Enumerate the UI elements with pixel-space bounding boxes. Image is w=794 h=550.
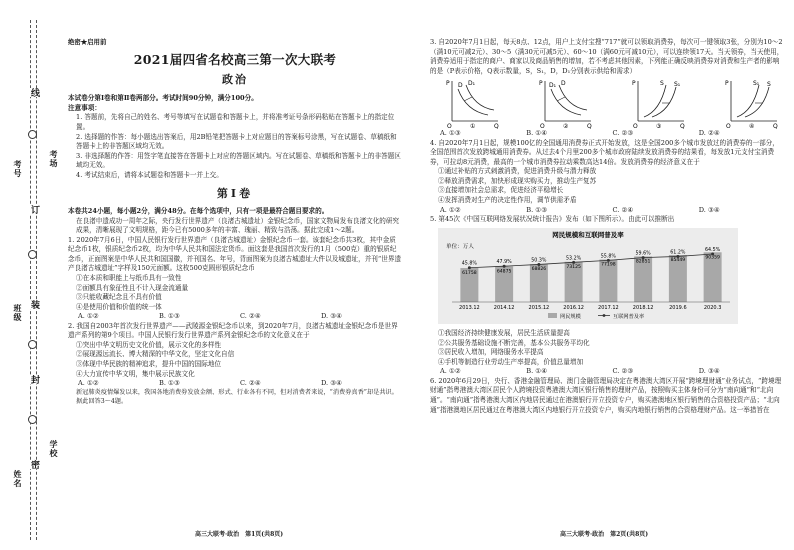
- q4-options: [430, 206, 785, 216]
- q3-option-c[interactable]: C. ②③: [612, 129, 634, 138]
- q2-item: ②展现源远流长、博大精深的中华文化，坚定文化自信: [76, 350, 235, 359]
- chart-bar-value-label: 90359: [705, 254, 720, 260]
- graph-4-number: ④: [749, 123, 755, 130]
- graph-3-label-s1: S₁: [674, 81, 681, 89]
- graph-3-curve-s: [644, 85, 666, 117]
- q5-item: ④手机等制造行业劳动生产率提高，价值总量增加: [438, 357, 584, 366]
- q3-option-d[interactable]: D. ②④: [698, 129, 720, 138]
- q1-option-a[interactable]: A. ①②: [78, 312, 99, 321]
- legend-rate: 互联网普及率: [613, 313, 645, 320]
- question-1-stem: 1. 2020年7月6日，中国人民银行发行世界遗产（良渚古城遗址）金银纪念币一套。该套纪念币共3枚，其中金质纪念币1枚，银质纪念币2枚，均为中华人民共和国法定货币。面这套是我国首次发行的1月（500克）重的银质纪念币，正面图案是中华人民共和国国徽，并刊国名、年号，背面图案为良渚古城遗址大件以及城遗址，并刊“世界遗产良渚古城遗址”字样及150元面额。这枚500克圆形银质纪念币: [68, 235, 402, 273]
- graph-1-label-d1: D₁: [468, 80, 476, 88]
- legend-users: 网民规模: [560, 313, 581, 320]
- q5-options: [430, 367, 785, 377]
- q3-option-b[interactable]: B. ①④: [526, 129, 548, 138]
- question-5-stem: 5. 第45次《中国互联网络发展状况统计报告》发布（如下图所示）。由此可以推断出: [430, 215, 675, 224]
- subject-title: 政治: [222, 73, 248, 87]
- secret-mark: 绝密★启用前: [68, 38, 107, 46]
- graph-3-number: ③: [656, 123, 662, 130]
- graph-1-number: ①: [470, 123, 476, 130]
- q1-options: [68, 312, 402, 322]
- q5-item: ①我国经济持续健康发展，居民生活质量提高: [438, 329, 570, 338]
- graph-4: [723, 77, 779, 129]
- q5-option-b[interactable]: B. ①④: [526, 367, 548, 376]
- graph-4-curve-s1: [737, 85, 759, 117]
- q1-item: ①在本质和职能上与纸币具有一致性: [76, 274, 182, 283]
- q2-option-b[interactable]: B. ①③: [159, 379, 180, 388]
- chart-rate-label: 50.3%: [531, 258, 547, 264]
- notice-item: 2. 选择题的作答：每小题选出答案后，用2B铅笔把答题卡上对应题目的答案标号涂黑，写在试题卷、草稿纸和答题卡上的非答题区域均无效。: [76, 132, 397, 151]
- chart-category-label: 2019.6: [669, 304, 687, 311]
- question-3-stem: 3. 自2020年7月1日起，每天8点、12点，用户上支付宝搜“717”就可以领取消费券，每次可一键领取3张，分别为10～2（满10元可减2元）、30～5（满30元可减5元）、60～10（满60元可减10元），可以连续领17天。当天领券，当天使用，消费券适用于指定的商户、商家以及商品销售的增加，若不考虑其他因素，下列能正确反映消费券对消费和生产者的影响的是（P表示价格，Q表示数量，S，S₁，D，D₁分别表示供给和需求）: [430, 38, 784, 75]
- graph-1-origin: O: [447, 123, 452, 130]
- graph-3: [630, 77, 686, 129]
- passage-2: 新冠肺炎疫情爆发以来，我国各地消费券发放金额、形式、行业各有不同，但对消费者来说，“消费券真香”却是共识。据此回答3～4题。: [76, 388, 398, 405]
- chart-bar-value-label: 85449: [670, 257, 686, 263]
- graph-4-axis-q: Q: [773, 123, 778, 130]
- name-label: 姓名: [13, 470, 23, 488]
- chart-rate-label: 61.2%: [670, 250, 686, 256]
- class-label: 班级: [13, 304, 23, 322]
- q4-item: ②释放消费需求，加快形成现实购买力，推动生产复苏: [438, 176, 597, 185]
- q1-option-d[interactable]: D. ③④: [321, 312, 343, 321]
- chart-category-label: 2017.12: [598, 304, 619, 311]
- chart-title: 网民规模和互联网普及率: [552, 230, 624, 239]
- chart-category-label: 2018.12: [632, 304, 654, 311]
- chart-category-label: 2014.12: [493, 304, 515, 311]
- q5-item: ②公共服务基础设施不断完善，基本公共服务平均化: [438, 338, 590, 347]
- notice-item: 1. 答题前，先将自己的姓名、考号等填写在试题卷和答题卡上，并将准考证号条形码粘贴在答题卡上的指定位置。: [76, 113, 395, 131]
- graph-2-axis-q: Q: [587, 123, 592, 130]
- binding-word-zhuang: 装: [29, 300, 39, 309]
- q4-item: ③直接增加社会总需求，促进经济平稳增长: [438, 186, 564, 195]
- school-label: 学校: [49, 440, 59, 458]
- page-1: [68, 38, 402, 407]
- q5-item: ③居民收入增加，网络服务水平提高: [438, 348, 544, 357]
- chart-rate-label: 47.9%: [496, 259, 512, 265]
- q2-options: [68, 379, 402, 389]
- q3-option-a[interactable]: A. ①③: [440, 129, 461, 138]
- q5-option-c[interactable]: C. ②③: [612, 367, 634, 376]
- q2-option-d[interactable]: D. ③④: [321, 379, 343, 388]
- graph-2: [537, 77, 593, 129]
- internet-users-chart: [438, 228, 738, 324]
- graph-2-arrow: [557, 97, 565, 101]
- page-2: [430, 38, 785, 415]
- q4-option-a[interactable]: A. ①②: [440, 205, 461, 214]
- q4-option-d[interactable]: D. ③④: [698, 205, 720, 214]
- graph-2-label-d1: D₁: [549, 82, 557, 90]
- q4-option-c[interactable]: C. ②④: [612, 205, 634, 214]
- binding-margin: [0, 0, 62, 550]
- chart-background: [438, 228, 738, 324]
- q5-option-a[interactable]: A. ①②: [440, 367, 461, 376]
- binding-word-ding: 订: [29, 205, 39, 214]
- q2-option-a[interactable]: A. ①②: [78, 379, 99, 388]
- passage-1: 在良渚申遗成功一周年之际，央行发行世界遗产（良渚古城遗址）金银纪念币，国家文物局发布良渚文化的研究成果，清晰展现了文明规格，距今已有5000多年的丰富、瑰丽、精致与浩荡。据此完成1～2题。: [76, 216, 400, 235]
- q4-item: ①通过补贴的方式刺激消费，促进消费升级与潜力释放: [438, 167, 597, 176]
- graph-2-axis-p: P: [539, 80, 543, 88]
- graph-3-axis-q: Q: [680, 123, 685, 130]
- section-title: 第Ⅰ卷: [216, 187, 254, 201]
- graph-1-axis-p: P: [446, 80, 450, 88]
- graph-4-axis-p: P: [725, 80, 729, 88]
- chart-rate-label: 53.2%: [566, 255, 582, 261]
- chart-category-label: 2015.12: [528, 304, 550, 311]
- section-intro: 本卷共24小题，每小题2分，满分48分。在每个选项中，只有一项是最符合题目要求的。: [68, 207, 329, 216]
- question-2-stem: 2. 我国自2003年首次发行世界遗产——武陵源金银纪念币以来，到2020年7月，良渚古城遗址金银纪念币是世界遗产系列的第9个项目。中国人民银行发行世界遗产系列金银纪念币的文化意义在于: [68, 321, 398, 340]
- q2-item: ③体现中华民族的精神追求，提升中国的国际地位: [76, 359, 222, 368]
- notice-title: 注意事项：: [68, 103, 101, 112]
- graph-4-label-s: S: [767, 81, 771, 89]
- chart-category-label: 2016.12: [563, 304, 584, 311]
- graph-1-label-d: D: [458, 82, 463, 90]
- graph-4-label-s1: S₁: [753, 80, 760, 88]
- q1-item: ②面额具有象征性且不计入现金流通量: [76, 283, 189, 292]
- exam-room-label: 考场: [49, 150, 59, 168]
- exam-title: 2021届四省名校高三第一次大联考: [133, 52, 337, 68]
- supply-demand-graphs: [430, 76, 785, 129]
- q1-option-b[interactable]: B. ①③: [159, 312, 180, 321]
- graph-2-origin: O: [540, 123, 545, 130]
- q1-option-c[interactable]: C. ②④: [240, 312, 261, 321]
- chart-bar-value-label: 77198: [601, 262, 616, 268]
- exam-intro: 本试卷分第Ⅰ卷和第Ⅱ卷两部分。考试时间90分钟，满分100分。: [68, 94, 258, 103]
- page-2-footer: 高三大联考·政治 第2页(共8页): [560, 531, 649, 538]
- graph-3-label-s: S: [660, 80, 664, 88]
- q2-option-c[interactable]: C. ②④: [240, 379, 261, 388]
- graph-4-origin: O: [726, 123, 731, 130]
- graph-1-arrow: [464, 97, 472, 101]
- binding-circle: [28, 250, 37, 259]
- binding-word-mi: 密: [29, 460, 39, 469]
- binding-circle: [28, 340, 37, 349]
- q1-item: ④是使用价值和价值的统一体: [76, 302, 162, 311]
- notice-item: 4. 考试结束后，请将本试题卷和答题卡一并上交。: [76, 170, 223, 179]
- binding-word-feng: 封: [29, 375, 39, 384]
- chart-rate-label: 59.6%: [635, 251, 651, 257]
- seat-label: 考号: [13, 160, 23, 178]
- q1-item: ③只能收藏纪念且不具有价值: [76, 293, 162, 302]
- graph-2-curve-d: [559, 85, 587, 110]
- graph-1: [444, 77, 500, 129]
- graph-2-number: ②: [563, 123, 569, 130]
- graph-3-axis-p: P: [632, 80, 636, 88]
- page-1-footer: 高三大联考·政治 第1页(共8页): [195, 531, 284, 538]
- question-6-stem: 6. 2020年6月29日，央行、香港金融管理局、澳门金融管理局决定在粤港澳大湾区开展“跨境理财通”业务试点，“跨境理财通”指粤港澳大湾区居民个人跨境投资粤港澳大湾区银行销售的理财产品，按照购买主体身份可分为“南向通”和“北向通”。“南向通”指粤港澳大湾区内地居民通过在港澳银行开立投资专户，购买港澳地区银行销售的合资格投资产品；“北向通”指港澳地区居民通过在粤港澳大湾区内地银行开立投资专户，购买内地银行销售的合资格理财产品。这一举措旨在: [430, 376, 782, 414]
- graph-2-curve-d1: [551, 89, 581, 115]
- question-4-stem: 4. 自2020年7月1日起，规模100亿的全国通用消费券正式开始发放，这是全国200多个城市发放过的消费券的一部分，全国范围首次发放跨城通用消费券。从过去4个月里200多个城市政府陆续发放消费券的结果看，每发放1元支付宝消费券，可拉动8元消费，最高的一个城市消费券拉动乘数高达14倍。发放消费券的经济意义在于: [430, 138, 779, 166]
- chart-rate-label: 55.8%: [600, 254, 616, 260]
- chart-rate-label: 45.8%: [461, 261, 477, 267]
- chart-bar-value-label: 82851: [635, 259, 651, 265]
- binding-circle: [28, 130, 37, 139]
- q5-option-d[interactable]: D. ③④: [698, 367, 720, 376]
- graph-1-curve-d: [458, 89, 488, 115]
- internet-chart-wrap: [430, 228, 785, 328]
- graph-3-origin: O: [633, 123, 638, 130]
- binding-word-line: 线: [29, 88, 39, 97]
- graph-1-axis-q: Q: [494, 123, 499, 130]
- chart-bar-value-label: 61758: [462, 270, 477, 276]
- chart-bar-value-label: 64875: [496, 268, 512, 274]
- binding-circle: [28, 415, 37, 424]
- graph-2-label-d: D: [561, 80, 566, 88]
- notice-item: 3. 非选择题的作答：用签字笔直接答在答题卡上对应的答题区域内。写在试题卷、草稿纸和答题卡上的非答题区域均无效。: [76, 151, 401, 170]
- chart-category-label: 2020.3: [703, 304, 722, 311]
- q2-item: ④大力宣传中华文明，集中展示民族文化: [76, 369, 195, 378]
- q3-options: [430, 129, 785, 139]
- chart-unit-label: 单位：万人: [446, 243, 474, 250]
- chart-rate-label: 64.5%: [705, 247, 721, 253]
- graph-1-curve-d1: [466, 85, 494, 110]
- chart-category-label: 2013.12: [459, 304, 480, 311]
- legend-swatch-rate-dot: [603, 314, 606, 317]
- chart-bar-value-label: 68826: [531, 266, 547, 272]
- q4-item: ④发挥消费对生产的决定性作用，调节供需矛盾: [438, 196, 577, 205]
- q2-item: ①突出中华文明历史文化价值，展示文化的多样性: [76, 340, 222, 349]
- legend-swatch-users: [548, 313, 557, 318]
- q4-option-b[interactable]: B. ①③: [526, 205, 548, 214]
- chart-bar-value-label: 73125: [566, 264, 581, 270]
